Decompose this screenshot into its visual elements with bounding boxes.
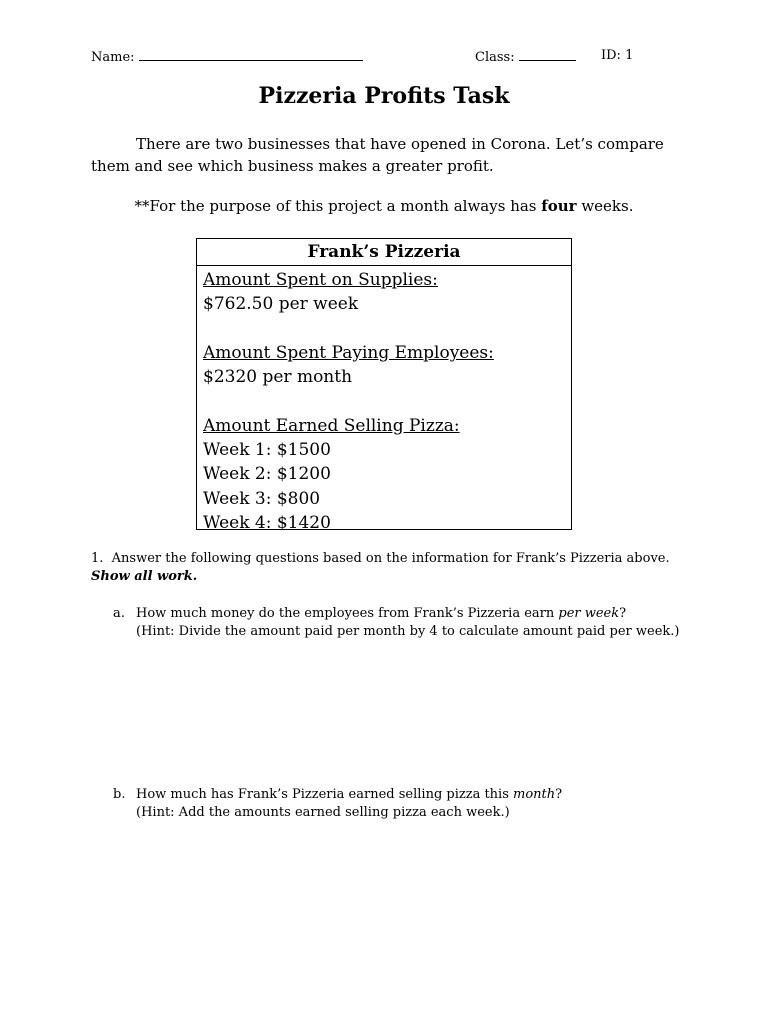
note-suffix: weeks. [576,197,634,215]
part-a-italic: per week [558,606,620,621]
name-label: Name: [91,50,135,65]
part-a-letter: a. [113,606,125,621]
question-part-a [113,605,713,641]
page-title: Pizzeria Profits Task [258,83,510,109]
supplies-value: $762.50 per week [203,294,359,315]
part-b-hint: (Hint: Add the amounts earned selling pizza each week.) [136,805,510,820]
supplies-heading: Amount Spent on Supplies: [203,270,438,290]
class-blank[interactable] [519,48,576,61]
part-b-letter: b. [113,787,126,802]
part-a-text: How much money do the employees from Frank’s Pizzeria earn [136,606,559,621]
question-text: Answer the following questions based on the information for Frank’s Pizzeria above. [111,551,670,566]
class-field [475,48,576,65]
intro-text: There are two businesses that have opened in Corona. Let’s compare them and see which business makes a greater profit. [91,135,664,175]
week-2-earnings: Week 2: $1200 [203,464,331,485]
part-a-hint: (Hint: Divide the amount paid per month by 4 to calculate amount paid per week.) [136,624,680,639]
intro-paragraph [91,133,681,177]
week-3-earnings: Week 3: $800 [203,488,321,509]
name-blank[interactable] [139,48,363,61]
week-4-earnings: Week 4: $1420 [203,512,331,533]
part-b-end: ? [555,787,563,802]
class-label: Class: [475,50,515,65]
question-number: 1. [91,551,104,566]
employees-heading: Amount Spent Paying Employees: [203,342,494,363]
id-label: ID: 1 [601,48,634,63]
show-work-label: Show all work. [91,569,198,584]
month-note [0,197,768,215]
part-b-italic: month [513,787,556,802]
earned-heading: Amount Earned Selling Pizza: [203,415,460,436]
question-1 [91,550,691,586]
box-title: Frank’s Pizzeria [197,239,571,266]
box-body [197,266,571,535]
part-a-end: ? [619,606,627,621]
question-part-b [113,786,713,822]
note-prefix: **For the purpose of this project a month always has [134,197,542,215]
employees-value: $2320 per month [203,367,353,388]
part-b-text: How much has Frank’s Pizzeria earned selling pizza this [136,787,514,802]
week-1-earnings: Week 1: $1500 [203,440,331,461]
note-bold: four [541,197,577,215]
franks-pizzeria-box [196,238,572,533]
name-field [91,48,363,65]
